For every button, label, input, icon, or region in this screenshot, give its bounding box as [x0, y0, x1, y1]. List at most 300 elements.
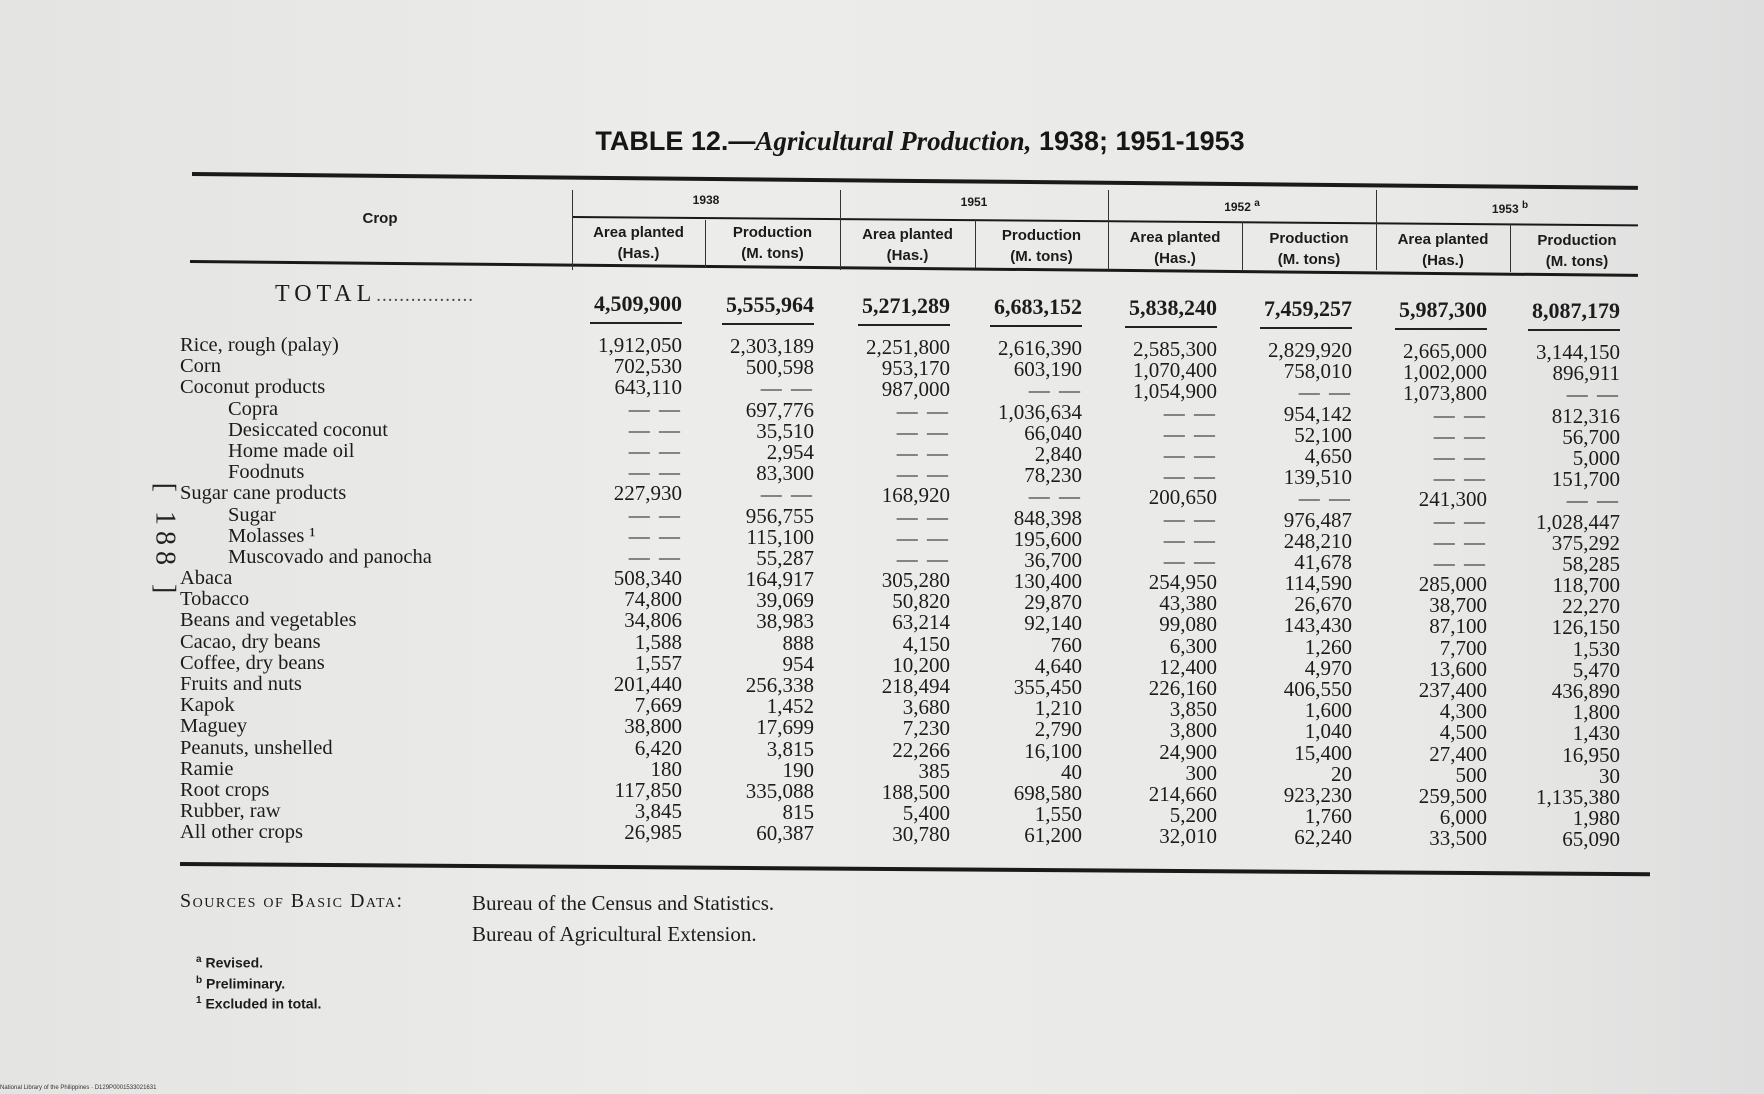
table-cell: 954 — [782, 651, 814, 676]
table-cell: 38,700 — [1429, 593, 1487, 618]
title-suffix: 1938; 1951-1953 — [1031, 126, 1245, 156]
table-cell: 10,200 — [892, 652, 950, 677]
table-cell: 62,240 — [1294, 825, 1352, 850]
col-header-line1: Area planted — [593, 224, 684, 241]
table-cell: — — — [896, 462, 950, 487]
crop-label — [180, 780, 570, 801]
table-cell: 164,917 — [745, 567, 814, 592]
table-cell: 1,002,000 — [1403, 360, 1487, 385]
table-cell: 2,585,300 — [1133, 337, 1217, 361]
col-header-line2: (Has.) — [886, 247, 929, 264]
table-cell: 1,070,400 — [1133, 358, 1217, 383]
table-cell: 99,080 — [1159, 612, 1217, 637]
table-cell: 259,500 — [1418, 783, 1487, 808]
table-cell: 305,280 — [881, 568, 950, 593]
table-cell: 1,530 — [1572, 636, 1620, 661]
col-header-line2: (M. tons) — [1277, 251, 1341, 268]
total-cell: 7,459,257 — [1264, 296, 1352, 321]
table-cell: 5,200 — [1169, 803, 1217, 828]
crop-label — [180, 589, 570, 610]
table-cell: — — — [896, 525, 950, 550]
year-label: 1953 — [1491, 202, 1519, 216]
table-cell: 118,700 — [1552, 573, 1620, 598]
table-cell: 58,285 — [1562, 551, 1620, 576]
table-cell: 385 — [918, 758, 950, 783]
source-line: Bureau of Agricultural Extension. — [472, 922, 757, 946]
table-cell: 3,815 — [766, 736, 814, 761]
table-cell: 195,600 — [1013, 526, 1082, 551]
crop-label — [180, 759, 570, 780]
year-header-1951 — [840, 195, 1108, 209]
table-cell: 130,400 — [1013, 569, 1082, 594]
footnote-mark: a — [1254, 198, 1260, 209]
year-label: 1952 — [1224, 200, 1251, 214]
table-cell: 6,420 — [634, 735, 682, 760]
table-cell: — — — [628, 523, 682, 548]
table-cell: 214,660 — [1148, 781, 1217, 806]
table-cell: 7,669 — [634, 693, 682, 718]
table-cell: 5,400 — [902, 801, 950, 826]
total-underline — [858, 324, 950, 326]
footnote-mark: b — [196, 975, 203, 986]
crop-label — [180, 738, 570, 759]
table-cell: 1,600 — [1304, 698, 1352, 723]
crop-label-text: Desiccated coconut — [228, 419, 388, 441]
footnote-mark: b — [1521, 200, 1529, 211]
col-header-production — [1242, 228, 1376, 270]
col-header-line1: Area planted — [1397, 231, 1489, 248]
table-cell: 29,870 — [1024, 590, 1082, 615]
table-cell: 39,069 — [756, 588, 814, 613]
table-cell: 32,010 — [1159, 824, 1217, 849]
table-cell: 78,230 — [1024, 463, 1082, 488]
table-cell: 201,440 — [613, 672, 682, 696]
col-header-line2: (Has.) — [1154, 250, 1196, 267]
table-cell: 2,954 — [766, 439, 814, 464]
table-cell: — — — [1433, 529, 1487, 554]
year-header-1938 — [572, 193, 840, 207]
table-cell: 508,340 — [613, 566, 682, 591]
table-cell: 1,260 — [1304, 634, 1352, 659]
footnote-excluded — [196, 995, 321, 1012]
col-header-production — [705, 222, 840, 264]
table-cell: 355,450 — [1013, 675, 1082, 699]
table-cell: 758,010 — [1283, 359, 1352, 384]
crop-label-text: Tobacco — [180, 589, 250, 611]
table-cell: 1,557 — [634, 650, 682, 675]
table-cell: 976,487 — [1283, 507, 1352, 532]
table-cell: — — — [1163, 506, 1217, 531]
total-label — [275, 281, 474, 308]
table-cell: — — — [760, 376, 814, 401]
table-cell: 60,387 — [756, 821, 814, 846]
table-cell: — — — [896, 504, 950, 529]
crop-label-text: Fruits and nuts — [180, 674, 302, 695]
total-cell: 8,087,179 — [1532, 298, 1620, 323]
table-cell: 1,588 — [634, 629, 682, 654]
table-cell: 22,266 — [892, 737, 950, 762]
table-cell: — — — [1163, 442, 1217, 467]
table-cell: 603,190 — [1013, 357, 1082, 382]
sources-heading-text: Sources of Basic Data: — [180, 890, 404, 912]
col-header-line1: Production — [1537, 232, 1617, 249]
table-cell: — — — [1433, 402, 1487, 427]
crop-label-text: Corn — [180, 356, 221, 378]
title-prefix: TABLE 12.— — [595, 126, 756, 156]
table-cell: 139,510 — [1283, 465, 1352, 490]
total-underline — [590, 322, 682, 324]
footnote-revised — [196, 954, 263, 971]
table-cell: 16,950 — [1562, 742, 1620, 767]
table-cell: — — — [1433, 466, 1487, 491]
sources-heading — [180, 890, 404, 913]
table-cell: 74,800 — [624, 587, 682, 612]
table-cell: 27,400 — [1429, 741, 1487, 766]
table-cell: 30 — [1599, 763, 1620, 788]
table-cell: 15,400 — [1294, 740, 1352, 765]
table-cell: 7,700 — [1439, 635, 1487, 660]
table-cell: — — — [1028, 378, 1082, 403]
table-cell: 87,100 — [1429, 614, 1487, 639]
table-cell: 35,510 — [756, 418, 814, 443]
table-cell: — — — [896, 546, 950, 571]
table-cell: 13,600 — [1429, 656, 1487, 681]
table-cell: 2,251,800 — [866, 335, 950, 359]
table-cell: 4,970 — [1304, 655, 1352, 680]
table-cell: 50,820 — [892, 589, 950, 614]
footnote-text: Preliminary. — [206, 975, 286, 992]
crop-label — [180, 610, 570, 631]
table-cell: — — — [1566, 382, 1620, 407]
crop-label-text: All other crops — [180, 822, 303, 844]
total-cell: 4,509,900 — [594, 291, 682, 316]
source-line: Bureau of the Census and Statistics. — [472, 891, 775, 915]
table-cell: 1,040 — [1304, 719, 1352, 744]
table-cell: 3,845 — [634, 799, 682, 824]
table-cell: 1,980 — [1572, 806, 1620, 831]
table-cell: 815 — [782, 800, 814, 825]
col-header-production — [1510, 230, 1644, 272]
table-cell: 66,040 — [1024, 420, 1082, 445]
crop-label — [180, 335, 570, 356]
table-cell: 16,100 — [1024, 738, 1082, 763]
data-column — [1347, 341, 1487, 850]
footnote-text: Excluded in total. — [205, 995, 322, 1012]
table-cell: 3,850 — [1169, 697, 1217, 722]
col-header-line2: (M. tons) — [1545, 253, 1609, 270]
col-header-line1: Area planted — [1129, 229, 1221, 246]
table-cell: 117,850 — [614, 777, 682, 802]
table-cell: 956,755 — [745, 503, 814, 528]
table-cell: 126,150 — [1551, 615, 1620, 640]
table-cell: — — — [1028, 484, 1082, 509]
col-header-area — [840, 224, 975, 266]
crop-label-text: Foodnuts — [228, 462, 305, 484]
table-cell: 143,430 — [1283, 613, 1352, 638]
crop-label-text: Rubber, raw — [180, 801, 281, 823]
col-header-area — [572, 222, 705, 264]
table-cell: 20 — [1331, 761, 1352, 786]
footnote-mark: a — [196, 954, 202, 965]
crop-label — [180, 822, 570, 843]
table-cell: 24,900 — [1159, 739, 1217, 764]
data-column — [810, 337, 950, 846]
table-cell: 5,000 — [1572, 445, 1620, 470]
total-text: TOTAL — [275, 281, 377, 307]
table-cell: 188,500 — [881, 779, 950, 804]
table-cell: 83,300 — [756, 461, 814, 486]
table-cell: 38,983 — [756, 609, 814, 634]
year-header-1952 — [1108, 198, 1376, 214]
table-cell: 5,470 — [1572, 657, 1620, 682]
table-cell: 4,150 — [902, 631, 950, 656]
table-cell: — — — [1566, 488, 1620, 513]
table-cell: 1,430 — [1572, 721, 1620, 746]
total-underline — [722, 323, 814, 325]
table-cell: 52,100 — [1294, 422, 1352, 447]
total-underline — [1125, 326, 1217, 328]
col-header-line1: Production — [732, 224, 813, 241]
crop-label-text: Sugar cane products — [180, 483, 347, 505]
table-cell: 285,000 — [1418, 572, 1487, 597]
crop-label-text: Peanuts, unshelled — [180, 737, 333, 759]
table-cell: 40 — [1061, 759, 1082, 784]
table-cell: 248,210 — [1283, 528, 1352, 553]
col-header-line2: (Has.) — [617, 245, 660, 262]
table-cell: 500,598 — [745, 355, 814, 380]
table-cell: 760 — [1050, 632, 1082, 657]
table-cell: 2,829,920 — [1268, 338, 1352, 362]
footnote-mark: 1 — [196, 995, 202, 1006]
footnote-text: Revised. — [205, 954, 264, 971]
table-cell: 888 — [782, 630, 814, 655]
table-cell: 1,912,050 — [598, 333, 682, 357]
table-cell: 3,680 — [902, 695, 950, 720]
table-cell: 4,640 — [1034, 653, 1082, 678]
table-cell: 500 — [1455, 762, 1487, 787]
table-cell: 2,790 — [1034, 717, 1082, 742]
table-cell: 2,616,390 — [998, 336, 1082, 360]
table-cell: — — — [628, 502, 682, 527]
table-cell: 896,911 — [1552, 361, 1620, 386]
table-cell: 987,000 — [881, 377, 950, 402]
table-cell: 954,142 — [1283, 401, 1352, 426]
table-cell: 7,230 — [902, 716, 950, 741]
bottom-rule — [180, 862, 1650, 876]
crop-label — [180, 653, 570, 674]
table-cell: — — — [1433, 444, 1487, 469]
table-cell: — — — [1433, 508, 1487, 533]
crop-label-text: Home made oil — [228, 440, 355, 462]
col-header-line2: (M. tons) — [741, 245, 804, 262]
table-cell: 2,303,189 — [730, 334, 814, 358]
table-cell: 848,398 — [1013, 505, 1082, 530]
data-column — [542, 335, 682, 844]
crop-label — [180, 632, 570, 653]
table-cell: 3,800 — [1169, 718, 1217, 743]
table-cell: 4,500 — [1439, 720, 1487, 745]
total-cell: 6,683,152 — [994, 294, 1082, 319]
table-cell: 300 — [1185, 760, 1217, 785]
col-header-area — [1108, 227, 1242, 269]
table-cell: 1,135,380 — [1536, 784, 1620, 809]
table-cell: 1,073,800 — [1403, 381, 1487, 406]
total-cell: 5,838,240 — [1129, 295, 1217, 320]
table-cell: 1,452 — [766, 694, 814, 719]
crop-label — [180, 716, 570, 737]
crop-label — [180, 526, 570, 547]
table-cell: 26,985 — [624, 820, 682, 845]
table-cell: — — — [628, 438, 682, 463]
table-cell: — — — [760, 482, 814, 507]
table-cell: 4,300 — [1439, 699, 1487, 724]
table-cell: 698,580 — [1013, 780, 1082, 805]
col-header-production — [975, 225, 1108, 267]
year-label: 1938 — [692, 193, 720, 207]
data-column — [1212, 340, 1352, 849]
total-underline — [1528, 329, 1620, 331]
table-cell: 1,036,634 — [998, 399, 1082, 424]
table-cell: 1,028,447 — [1536, 509, 1620, 534]
col-header-line1: Production — [1001, 227, 1082, 244]
table-cell: 190 — [782, 757, 814, 782]
crop-label-text: Coconut products — [180, 377, 326, 399]
total-underline — [1260, 327, 1352, 329]
table-title — [540, 126, 1300, 157]
table-cell: 1,210 — [1034, 696, 1082, 721]
crop-label-text: Sugar — [228, 504, 276, 526]
crop-labels — [180, 335, 570, 844]
year-label: 1951 — [960, 195, 988, 209]
table-cell: 22,270 — [1562, 594, 1620, 619]
data-column — [942, 338, 1082, 847]
crop-label — [180, 356, 570, 377]
table-cell: 43,380 — [1159, 591, 1217, 616]
table-cell: — — — [1163, 421, 1217, 446]
table-cell: 55,287 — [756, 545, 814, 570]
table-cell: 4,650 — [1304, 443, 1352, 468]
crop-label — [180, 695, 570, 716]
table-cell: 200,650 — [1148, 485, 1217, 510]
table-cell: 1,760 — [1304, 804, 1352, 829]
table-cell: — — — [1298, 380, 1352, 405]
table-cell: — — — [1433, 423, 1487, 448]
table-cell: 436,890 — [1551, 679, 1620, 703]
table-cell: 115,100 — [746, 524, 814, 549]
table-cell: — — — [628, 460, 682, 485]
crop-label — [180, 505, 570, 526]
data-column — [674, 336, 814, 845]
table-cell: 92,140 — [1024, 611, 1082, 636]
table-cell: 65,090 — [1562, 827, 1620, 852]
crop-label-text: Beans and vegetables — [180, 610, 357, 632]
table-cell: 36,700 — [1024, 547, 1082, 572]
table-cell: 1,550 — [1034, 802, 1082, 827]
table-cell: 1,054,900 — [1133, 379, 1217, 404]
table-cell: 26,670 — [1294, 592, 1352, 617]
table-cell: 375,292 — [1551, 530, 1620, 555]
table-cell: 643,110 — [614, 375, 682, 400]
table-cell: 33,500 — [1429, 826, 1487, 851]
table-cell: 2,665,000 — [1403, 339, 1487, 363]
table-cell: 34,806 — [624, 608, 682, 633]
table-cell: 2,840 — [1034, 441, 1082, 466]
page-number: [ 188 ] — [149, 482, 181, 600]
table-cell: 3,144,150 — [1536, 340, 1620, 364]
table-cell: 56,700 — [1562, 424, 1620, 449]
table-cell: 30,780 — [892, 822, 950, 847]
title-italic: Agricultural Production, — [755, 126, 1032, 156]
footnote-preliminary — [196, 975, 285, 992]
table-cell: 114,590 — [1284, 571, 1352, 596]
table-cell: — — — [1433, 550, 1487, 575]
crop-label-text: Kapok — [180, 695, 235, 717]
table-cell: 254,950 — [1148, 570, 1217, 595]
table-cell: 702,530 — [613, 354, 682, 379]
col-header-line1: Area planted — [862, 226, 953, 243]
leader-dots: ................. — [376, 285, 475, 306]
crop-label — [180, 377, 570, 398]
crop-label — [180, 483, 570, 504]
crop-label — [180, 568, 570, 589]
crop-label — [180, 547, 570, 568]
table-cell: — — — [896, 419, 950, 444]
table-cell: — — — [1163, 527, 1217, 552]
crop-label — [180, 674, 570, 695]
table-cell: 6,300 — [1169, 633, 1217, 658]
crop-header: Crop — [362, 210, 398, 227]
table-cell: — — — [1163, 400, 1217, 425]
total-cell: 5,271,289 — [862, 293, 950, 318]
table-cell: 1,800 — [1572, 700, 1620, 725]
crop-label-text: Ramie — [180, 758, 234, 780]
table-cell: — — — [1298, 486, 1352, 511]
table-cell: — — — [628, 396, 682, 421]
crop-label-text: Maguey — [180, 716, 248, 738]
table-cell: 241,300 — [1418, 487, 1487, 512]
data-column — [1077, 339, 1217, 848]
top-rule — [192, 172, 1638, 190]
table-cell: 406,550 — [1283, 677, 1352, 701]
table-cell: 38,800 — [624, 714, 682, 739]
table-cell: 227,930 — [613, 481, 682, 506]
table-cell: — — — [628, 544, 682, 569]
table-cell: 923,230 — [1283, 782, 1352, 807]
crop-label-text: Molasses ¹ — [228, 525, 316, 547]
table-cell: 12,400 — [1159, 654, 1217, 679]
crop-label-text: Rice, rough (palay) — [180, 335, 339, 356]
total-underline — [990, 325, 1082, 327]
table-cell: 697,776 — [745, 397, 814, 422]
table-cell: 226,160 — [1148, 676, 1217, 700]
crop-label — [180, 801, 570, 822]
table-cell: 61,200 — [1024, 823, 1082, 848]
crop-label-text: Cacao, dry beans — [180, 631, 321, 653]
col-header-line2: (M. tons) — [1010, 248, 1073, 265]
table-cell: 6,000 — [1439, 805, 1487, 830]
table-cell: — — — [896, 440, 950, 465]
table-cell: 256,338 — [745, 673, 814, 697]
crop-label-text: Root crops — [180, 779, 270, 801]
table-cell: — — — [1163, 464, 1217, 489]
crop-label-text: Coffee, dry beans — [180, 652, 325, 674]
crop-label-text: Copra — [228, 398, 279, 420]
table-cell: 168,920 — [881, 483, 950, 508]
crop-label-text: Abaca — [180, 568, 233, 590]
total-cell: 5,555,964 — [726, 292, 814, 317]
col-header-area — [1376, 229, 1510, 271]
data-column — [1480, 342, 1620, 851]
